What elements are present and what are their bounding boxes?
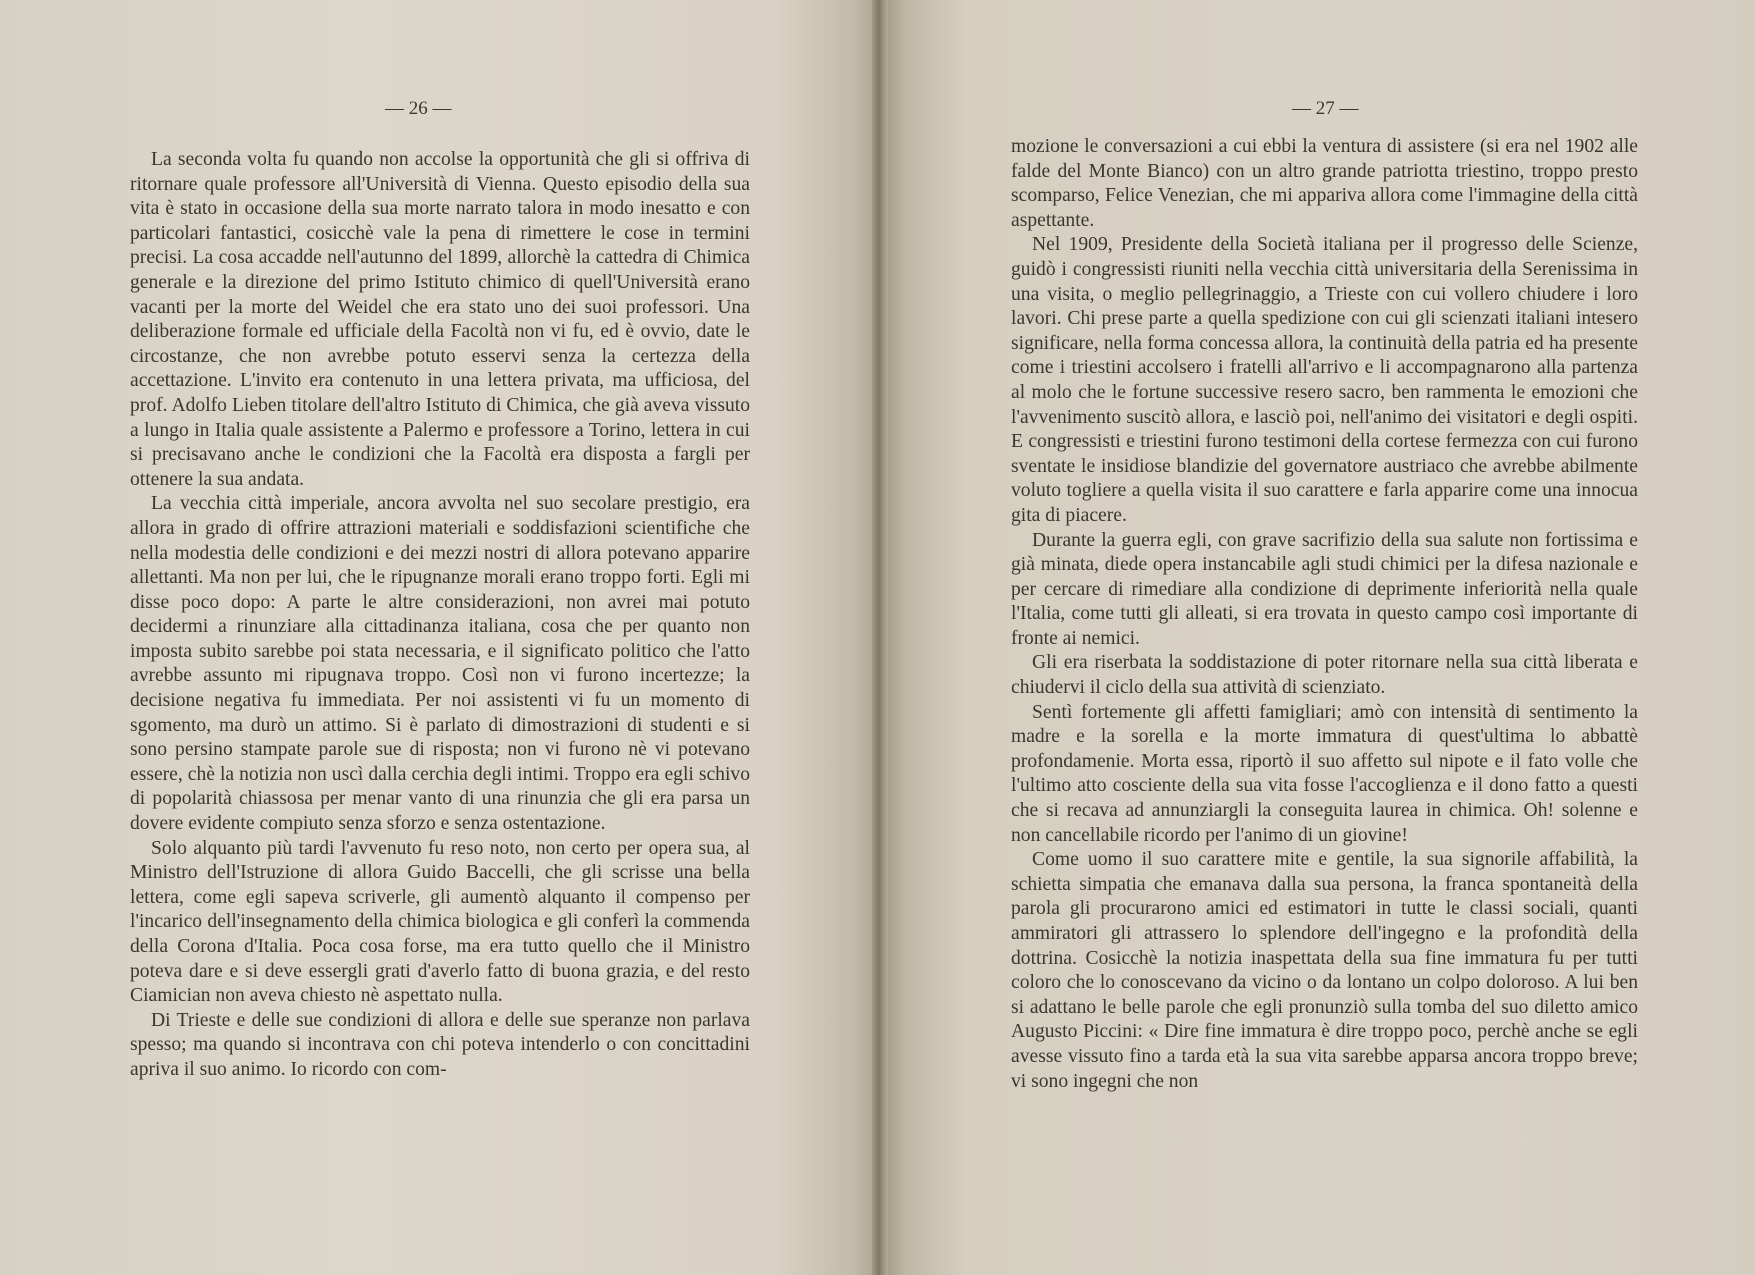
page-number-right: — 27 — (1292, 98, 1359, 119)
paragraph: La seconda volta fu quando non accolse la opportunità che gli si offriva di ritornare quale professore all'Università di Vienna. Questo episodio della sua vita è stato in occasione della sua morte narrato talora in modo inesatto e con particolari fantastici, cosicchè vale la pena di rimettere le cose in termini precisi. La cosa accadde nell'autunno del 1899, allorchè la cattedra di Chimica generale e la direzione del primo Istituto chimico di quell'Università erano vacanti per la morte del Weidel che era stato uno dei suoi professori. Una deliberazione formale ed ufficiale della Facoltà non vi fu, ed è ovvio, date le circostanze, che non avrebbe potuto esservi senza la certezza della accettazione. L'invito era contenuto in una lettera privata, ma ufficiosa, del prof. Adolfo Lieben titolare dell'altro Istituto di Chimica, che già aveva vissuto a lungo in Italia quale assistente a Palermo e professore a Torino, lettera in cui si precisavano anche le condizioni che la Facoltà era disposta a fargli per ottenere la sua andata. (130, 149, 750, 490)
right-page (880, 0, 1755, 1275)
paragraph: Nel 1909, Presidente della Società italiana per il progresso delle Scienze, guidò i congressisti riuniti nella vecchia città universitaria della Serenissima in una visita, o meglio pellegrinaggio, a Trieste con cui vollero chiudere i loro lavori. Chi prese parte a quella spedizione con cui gli scienzati italiani intesero significare, nella forma concessa allora, la continuità della patria ed ha presente come i triestini accolsero i fratelli all'arrivo e li accompagnarono alla partenza al molo che le fortune successive resero sacro, ben rammenta le emozioni che l'avvenimento suscitò allora, e lasciò poi, nell'animo dei visitatori e degli ospiti. E congressisti e triestini furono testimoni della cortese fermezza con cui furono sventate le insidiose blandizie del governatore austriaco che avrebbe abilmente voluto togliere a quella visita il suo carattere e farla apparire come una innocua gita di piacere. (1011, 234, 1638, 526)
paragraph: Di Trieste e delle sue condizioni di allora e delle sue speranze non parlava spesso; ma quando si incontrava con chi poteva intenderlo o con concittadini apriva il suo animo. Io ricordo con com- (130, 1009, 750, 1080)
right-page-text (1011, 135, 1638, 1094)
paragraph: Solo alquanto più tardi l'avvenuto fu reso noto, non certo per opera sua, al Ministro dell'Istruzione di allora Guido Baccelli, che gli scrisse una bella lettera, come egli sapeva scriverle, gli aumentò alquanto il compenso per l'incarico dell'insegnamento della chimica biologica e gli conferì la commenda della Corona d'Italia. Poca cosa forse, ma era tutto quello che il Ministro poteva dare e si deve essergli grati d'averlo fatto di buona grazia, e del resto Ciamician non aveva chiesto nè aspettato nulla. (130, 837, 750, 1007)
left-page-text (130, 148, 750, 1083)
page-number-left: — 26 — (385, 98, 452, 119)
paragraph: La vecchia città imperiale, ancora avvolta nel suo secolare prestigio, era allora in grado di offrire attrazioni materiali e soddisfazioni scientifiche che nella modestia delle condizioni e dei mezzi nostri di allora potevano apparire allettanti. Ma non per lui, che le ripugnanze morali erano troppo forti. Egli mi disse poco dopo: A parte le altre considerazioni, non avrei mai potuto decidermi a rinunziare alla cittadinanza italiana, cosa che per quanto non imposta subito sarebbe poi stata necessaria, e il significato politico che l'atto avrebbe assunto mi ripugnava troppo. Così non vi furono incertezze; la decisione negativa fu immediata. Per noi assistenti vi fu un momento di sgomento, ma durò un attimo. Si è parlato di dimostrazioni di studenti e si sono persino stampate parole sue di risposta; non vi furono nè vi potevano essere, chè la notizia non uscì dalla cerchia degli intimi. Troppo era egli schivo di popolarità chiassosa per menar vanto di una rinunzia che gli era parsa un dovere evidente compiuto senza sforzo e senza ostentazione. (130, 493, 750, 835)
paragraph: mozione le conversazioni a cui ebbi la ventura di assistere (si era nel 1902 alle falde del Monte Bianco) con un altro grande patriotta triestino, troppo presto scomparso, Felice Venezian, che mi appariva allora come l'immagine della città aspettante. (1011, 136, 1638, 231)
paragraph: Gli era riserbata la soddistazione di poter ritornare nella sua città liberata e chiudervi il ciclo della sua attività di scienziato. (1011, 652, 1638, 699)
paragraph: Sentì fortemente gli affetti famigliari; amò con intensità di sentimento la madre e la sorella e la morte immatura di quest'ultima lo abbattè profondamenie. Morta essa, riportò il suo affetto sul nipote e il fato volle che l'ultimo atto cosciente della sua vita fosse l'accoglienza e il dono fatto a questi che si recava ad annunziargli la conseguita laurea in chimica. Oh! solenne e non cancellabile ricordo per l'animo di un giovine! (1011, 701, 1638, 846)
paragraph: Come uomo il suo carattere mite e gentile, la sua signorile affabilità, la schietta simpatia che emanava dalla sua persona, la franca spontaneità della parola gli procurarono amici ed estimatori in tutte le classi sociali, quanti ammiratori gli attrassero lo splendore dell'ingegno e la profondità della dottrina. Cosicchè la notizia inaspettata della sua fine immatura fu per tutti coloro che lo conoscevano da vicino o da lontano un colpo doloroso. A lui ben si adattano le belle parole che egli pronunziò sulla tomba del suo diletto amico Augusto Piccini: « Dire fine immatura è dire troppo poco, perchè anche se egli avesse vissuto fino a tarda età la sua vita sarebbe apparsa ancora troppo breve; vi sono ingegni che non (1011, 849, 1638, 1092)
book-gutter (872, 0, 888, 1275)
paragraph: Durante la guerra egli, con grave sacrifizio della sua salute non fortissima e già minata, diede opera instancabile agli studi chimici per la difesa nazionale e per cercare di rimediare alla condizione di deprimente inferiorità nella quale l'Italia, come tutti gli alleati, si era trovata in questo campo così importante di fronte ai nemici. (1011, 529, 1638, 649)
